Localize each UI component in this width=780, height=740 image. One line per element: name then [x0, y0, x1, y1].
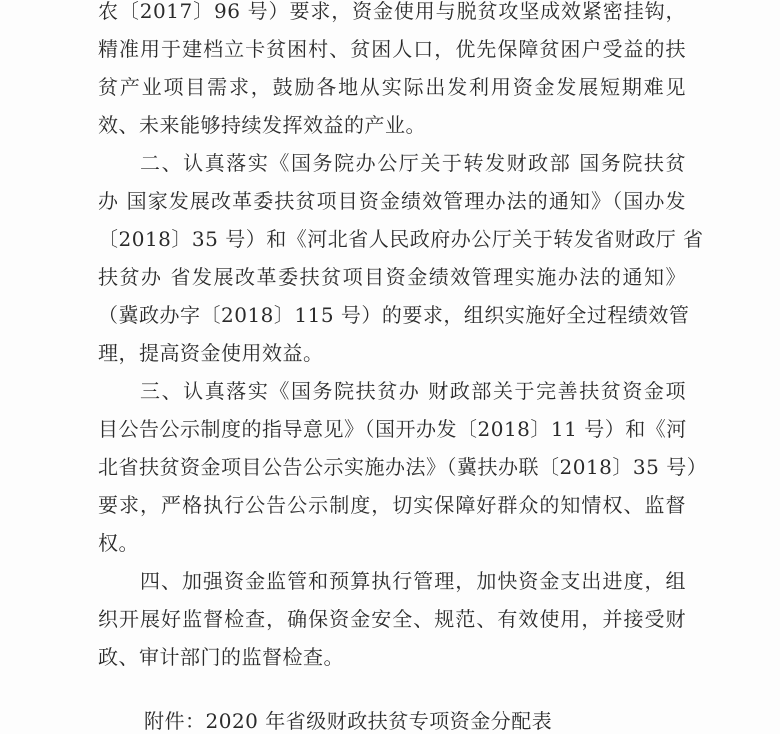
text-line: 效、未来能够持续发挥效益的产业。 — [98, 113, 426, 137]
text-line: 目公告公示制度的指导意见》（国开办发〔2018〕11 号）和《河 — [98, 417, 687, 441]
paragraph-public-notice — [98, 372, 708, 562]
attachment-line: 附件：2020 年省级财政扶贫专项资金分配表 — [144, 709, 553, 733]
text-line: 贫产业项目需求，鼓励各地从实际出发利用资金发展短期难见 — [98, 75, 686, 99]
text-line: 四、加强资金监管和预算执行管理，加快资金支出进度，组 — [140, 569, 686, 593]
text-line: 二、认真落实《国务院办公厅关于转发财政部 国务院扶贫 — [140, 151, 686, 175]
text-line: 〔2018〕35 号）和《河北省人民政府办公厅关于转发省财政厅 省 — [98, 227, 704, 251]
paragraph-funding-use — [98, 0, 686, 144]
text-line: 权。 — [98, 531, 139, 555]
text-line: 扶贫办 省发展改革委扶贫项目资金绩效管理实施办法的通知》 — [98, 265, 686, 289]
paragraph-performance-management — [98, 144, 704, 372]
paragraph-supervision — [98, 562, 686, 676]
text-line: 农〔2017〕96 号）要求，资金使用与脱贫攻坚成效紧密挂钩， — [98, 0, 686, 23]
text-line: 理，提高资金使用效益。 — [98, 341, 324, 365]
text-line: 三、认真落实《国务院扶贫办 财政部关于完善扶贫资金项 — [140, 379, 686, 403]
text-line: 要求，严格执行公告公示制度，切实保障好群众的知情权、监督 — [98, 493, 686, 517]
text-line: 精准用于建档立卡贫困村、贫困人口，优先保障贫困户受益的扶 — [98, 37, 686, 61]
text-line: 北省扶贫资金项目公告公示实施办法》（冀扶办联〔2018〕35 号） — [98, 455, 708, 479]
text-line: 办 国家发展改革委扶贫项目资金绩效管理办法的通知》（国办发 — [98, 189, 686, 213]
text-line: 政、审计部门的监督检查。 — [98, 645, 344, 669]
document-body — [98, 0, 708, 676]
text-line: 织开展好监督检查，确保资金安全、规范、有效使用，并接受财 — [98, 607, 686, 631]
text-line: （冀政办字〔2018〕115 号）的要求，组织实施好全过程绩效管 — [98, 303, 690, 327]
